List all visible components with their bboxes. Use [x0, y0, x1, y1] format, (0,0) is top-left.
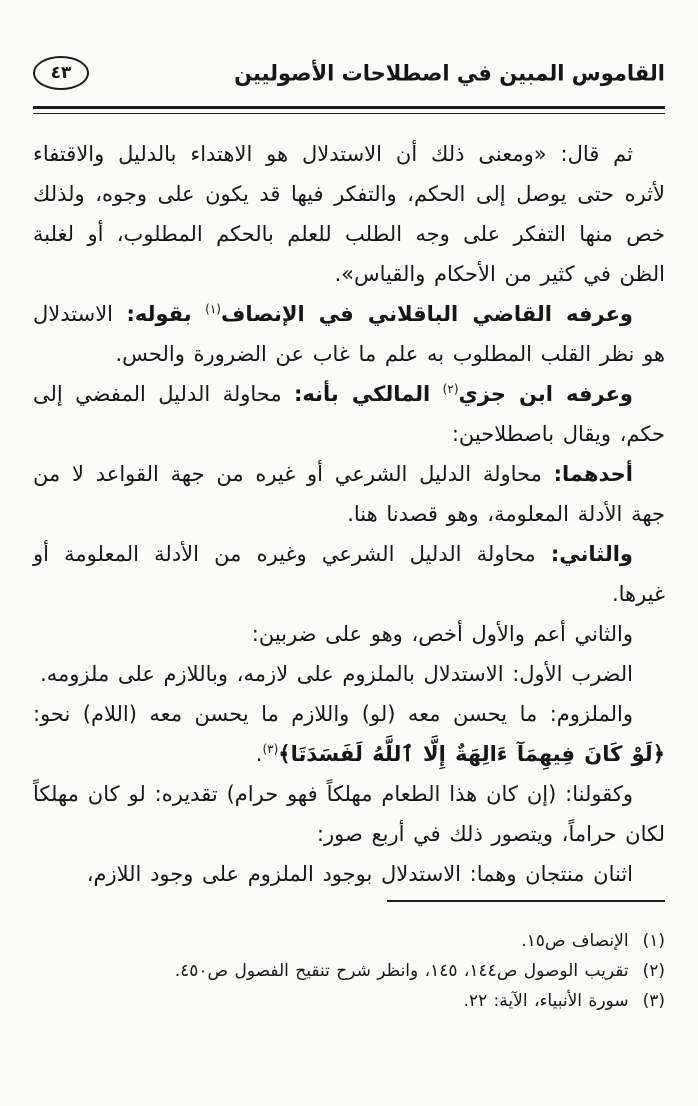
paragraph-example [33, 774, 665, 854]
paragraph-text: محاولة الدليل المفضي إلى حكم، ويقال باصطلاحين: [33, 382, 665, 446]
term-lead: والثاني: [550, 542, 633, 566]
paragraph-text: وكقولنا: (إن كان هذا الطعام مهلكاً فهو حرام) تقديره: لو كان مهلكاً لكان حراماً، ويتصور ذلك في أربع صور: [33, 782, 665, 846]
definition-lead-2: بقوله: [126, 302, 192, 326]
paragraph-malzum [33, 694, 665, 774]
footnote-number: (٣) [642, 991, 665, 1011]
paragraph-text: والثاني أعم والأول أخص، وهو على ضربين: [251, 622, 633, 646]
page-header [33, 50, 665, 96]
definition-lead-2: المالكي بأنه: [294, 382, 431, 406]
definition-lead: وعرفه ابن جزي [458, 382, 633, 406]
term-lead: أحدهما: [553, 462, 633, 486]
paragraph-ibn-juzayy-definition [33, 374, 665, 454]
paragraph-first-sense [33, 454, 665, 534]
footnote-text: تقريب الوصول ص١٤٤، ١٤٥، وانظر شرح تنقيح الفصول ص٤٥٠. [174, 961, 629, 981]
paragraph-first-type [33, 654, 665, 694]
paragraph-text: محاولة الدليل الشرعي وغيره من الأدلة المعلومة أو غيرها. [33, 542, 665, 606]
paragraph-text: اثنان منتجان وهما: الاستدلال بوجود الملزوم على وجود اللازم، [86, 862, 633, 886]
footnote-list [33, 926, 665, 1016]
quran-verse-group [256, 742, 665, 766]
header-divider [33, 106, 665, 114]
paragraph-quote [33, 134, 665, 294]
paragraph-baqillani-definition [33, 294, 665, 374]
book-title: القاموس المبين في اصطلاحات الأصوليين [234, 60, 665, 86]
page-number: ٤٣ [50, 63, 72, 83]
paragraph-text: الضرب الأول: الاستدلال بالملزوم على لازمه، وباللازم على ملزومه. [40, 662, 633, 686]
definition-lead: وعرفه القاضي الباقلاني في الإنصاف [220, 302, 633, 326]
body-text [33, 134, 665, 894]
footnote-item [33, 956, 665, 986]
paragraph-comparison [33, 614, 665, 654]
paragraph-text: محاولة الدليل الشرعي أو غيره من جهة القواعد لا من جهة الأدلة المعلومة، وهو قصدنا هنا. [33, 462, 665, 526]
footnote-number: (١) [642, 931, 665, 951]
footnote-text: سورة الأنبياء، الآية: ٢٢. [463, 991, 629, 1011]
footnote-ref-2: (٢) [442, 382, 459, 396]
page-number-badge [33, 56, 89, 90]
divider-thick-line [33, 106, 665, 109]
quran-verse: ﴿لَوْ كَانَ فِيهِمَآ ءَالِهَةٌ إِلَّا ٱللَّهُ لَفَسَدَتَا﴾ [278, 742, 665, 766]
paragraph-text: الاستدلال هو نظر القلب المطلوب به علم ما غاب عن الضرورة والحس. [33, 302, 665, 366]
paragraph-text: ثم قال: «ومعنى ذلك أن الاستدلال هو الاهتداء بالدليل والاقتفاء لأثره حتى يوصل إلى الحكم، والتفكر فيها قد يكون على وجوه، ولذلك خص منها التفكر على وجه الطلب للعلم بالحكم المطلوب، أو لغلبة الظن في كثير من الأحكام والقياس». [33, 142, 665, 286]
footnote-text: الإنصاف ص١٥. [521, 931, 629, 951]
verse-period: . [255, 742, 263, 766]
footnote-ref-3: (٣) [262, 742, 279, 756]
footnote-divider [387, 900, 665, 902]
footnote-number: (٢) [642, 961, 665, 981]
paragraph-two-productive [33, 854, 665, 894]
footnote-item [33, 986, 665, 1016]
footnotes-section [33, 900, 665, 1016]
footnote-ref-1: (١) [205, 302, 221, 316]
paragraph-second-sense [33, 534, 665, 614]
footnote-item [33, 926, 665, 956]
divider-thin-line [33, 113, 665, 114]
paragraph-text: والملزوم: ما يحسن معه (لو) واللازم ما يحسن معه (اللام) نحو: [33, 702, 633, 726]
